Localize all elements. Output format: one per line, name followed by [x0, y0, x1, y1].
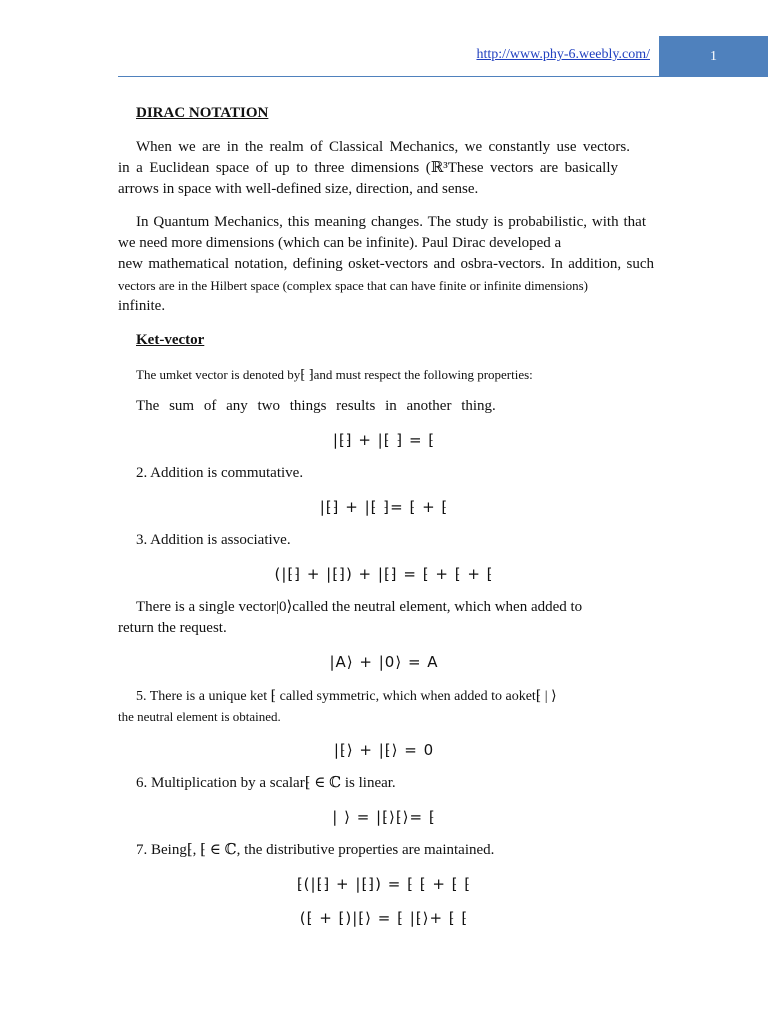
property-6-text: 6. Multiplication by a scalar⁅ ∈ ℂ is linear. [136, 775, 396, 791]
header-url-link[interactable]: http://www.phy-6.weebly.com/ [476, 47, 650, 62]
intro-p1-line2: in a Euclidean space of up to three dimensions (ℝ³These vectors are basically [118, 160, 618, 176]
header-rule [118, 76, 659, 77]
page-number-badge: 1 [659, 36, 768, 77]
property-5-line2: the neutral element is obtained. [118, 709, 281, 724]
intro-p2-line5: infinite. [118, 298, 166, 314]
intro-p2-line4: vectors are in the Hilbert space (complex space that can have finite or infinite dimensions) [118, 278, 588, 293]
intro-p1-line1: When we are in the realm of Classical Mechanics, we constantly use vectors. [136, 139, 630, 155]
property-4-line1: There is a single vector|0⟩called the neutral element, which when added to [136, 599, 583, 615]
equation-8: (⁅ + ⁅)|⁅⟩ = ⁅ |⁅⟩+ ⁅ ⁅ [299, 909, 469, 927]
intro-p1-line3: arrows in space with well-defined size, direction, and sense. [118, 181, 479, 197]
intro-p2-line2: we need more dimensions (which can be infinite). Paul Dirac developed a [118, 235, 562, 251]
property-7-text: 7. Being⁅, ⁅ ∈ ℂ, the distributive properties are maintained. [136, 842, 495, 858]
equation-7: ⁅(|⁅⁆ + |⁅⁆) = ⁅ ⁅ + ⁅ ⁅ [296, 875, 472, 893]
equation-4: |A⟩ + |0⟩ = A [329, 653, 439, 671]
property-1-text: The sum of any two things results in another thing. [136, 398, 496, 414]
equation-5: |⁅⟩ + |⁅⟩ = 0 [333, 741, 435, 759]
ket-vector-heading: Ket-vector [136, 332, 205, 348]
ket-intro: The umket vector is denoted by⁅ ⁆and must respect the following properties: [136, 367, 533, 382]
page-title: DIRAC NOTATION [136, 105, 269, 121]
equation-1: |⁅⁆ + |⁅ ⁆ = ⁅ [332, 431, 436, 449]
property-4-line2: return the request. [118, 620, 227, 636]
intro-p2-line3: new mathematical notation, defining osket-vectors and osbra-vectors. In addition, such [118, 256, 654, 272]
equation-3: (|⁅⁆ + |⁅⁆) + |⁅⁆ = ⁅ + ⁅ + ⁅ [274, 565, 494, 583]
property-2-text: 2. Addition is commutative. [136, 465, 304, 481]
equation-6: | ⟩ = |⁅⟩⁅⟩= ⁅ [332, 808, 436, 826]
intro-p2-line1: In Quantum Mechanics, this meaning changes. The study is probabilistic, with that [136, 214, 646, 230]
equation-2: |⁅⁆ + |⁅ ⁆= ⁅ + ⁅ [319, 498, 449, 516]
property-5-line1: 5. There is a unique ket ⁅ called symmetric, which when added to aoket⁅ | ⟩ [136, 689, 557, 704]
property-3-text: 3. Addition is associative. [136, 532, 291, 548]
